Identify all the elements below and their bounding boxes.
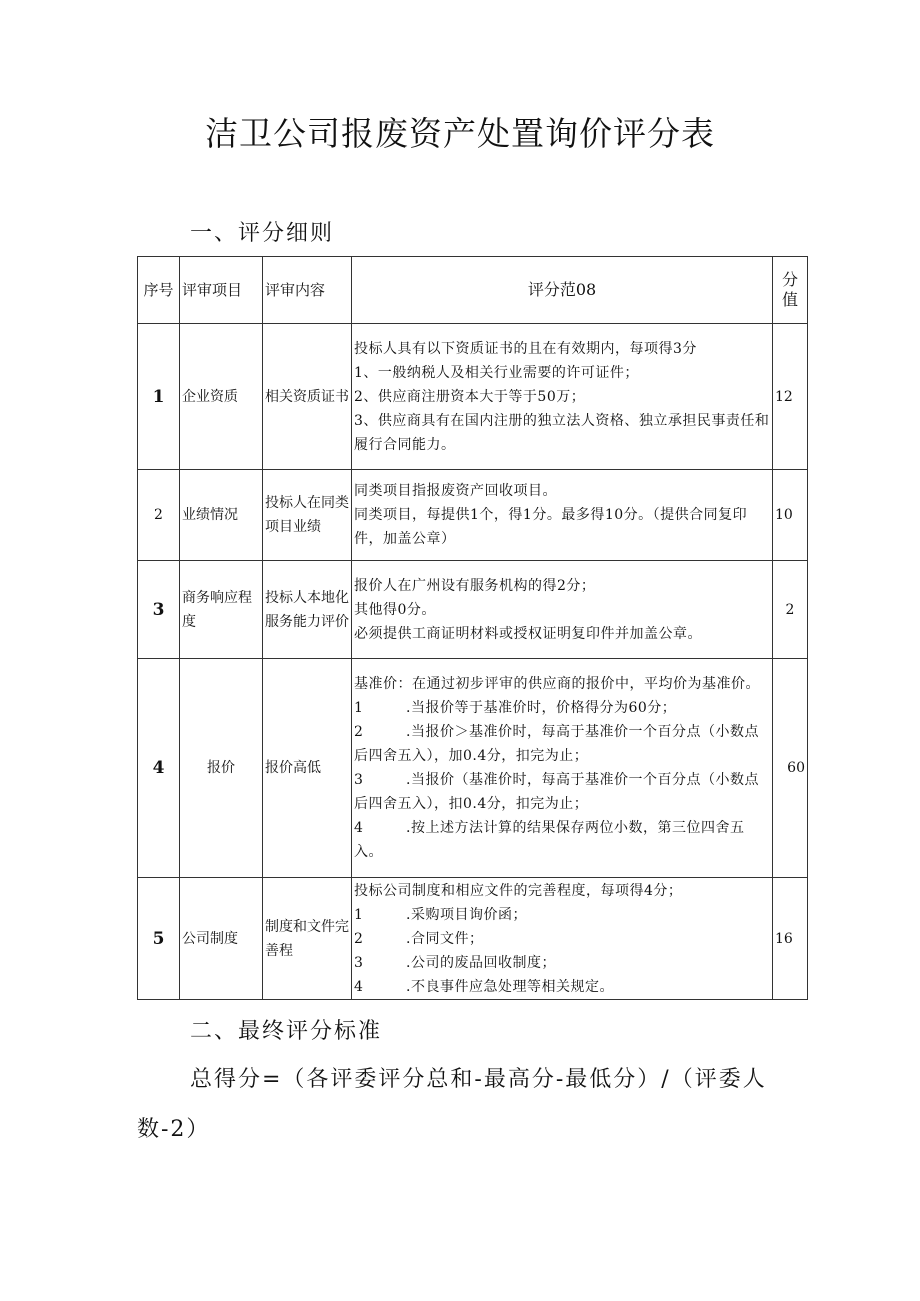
item-number: 3 — [354, 772, 364, 788]
row-number: 5 — [138, 878, 180, 1000]
item-text: .采购项目询价函； — [406, 906, 527, 923]
row-number: 3 — [138, 561, 180, 659]
item-number: 3 — [354, 954, 364, 971]
formula-line-1: 总得分=（各评委评分总和-最高分-最低分）/（评委人 — [190, 1067, 767, 1092]
item-number: 1 — [354, 700, 364, 716]
scoring-table — [137, 256, 808, 1000]
item-text: .合同文件； — [406, 930, 484, 947]
criteria-item — [354, 903, 770, 927]
criteria-item — [354, 951, 770, 975]
item-text: .当报价等于基准价时，价格得分为60分； — [406, 700, 677, 716]
criteria-item — [354, 816, 770, 864]
review-content: 报价高低 — [263, 659, 352, 878]
header-no: 序号 — [138, 257, 180, 324]
criteria-line: 必须提供工商证明材料或授权证明复印件并加盖公章。 — [354, 625, 702, 642]
criteria-item — [354, 768, 770, 816]
review-item: 商务响应程度 — [180, 561, 263, 659]
criteria-item — [354, 975, 770, 999]
scoring-criteria — [352, 561, 773, 659]
criteria-intro: 基准价：在通过初步评审的供应商的报价中，平均价为基准价。 — [354, 676, 760, 692]
criteria-line: 其他得0分。 — [354, 601, 436, 618]
criteria-line: 同类项目，每提供1个，得1分。最多得10分。（提供合同复印件，加盖公章） — [354, 507, 748, 547]
row-number: 2 — [138, 470, 180, 561]
formula-line-2: 数-2） — [137, 1117, 211, 1142]
criteria-line: 1、一般纳税人及相关行业需要的许可证件； — [354, 364, 639, 381]
review-content: 投标人在同类项目业绩 — [263, 470, 352, 561]
criteria-item — [354, 927, 770, 951]
criteria-line: 同类项目指报废资产回收项目。 — [354, 483, 557, 499]
score-value: 10 — [773, 470, 808, 561]
header-range: 评分范08 — [352, 257, 773, 324]
table-row — [138, 878, 808, 1000]
item-text: .当报价＞基准价时，每高于基准价一个百分点（小数点后四舍五入），加0.4分，扣完为止； — [354, 724, 759, 764]
scoring-criteria — [352, 878, 773, 1000]
score-value: 60 — [773, 659, 808, 878]
item-text: .不良事件应急处理等相关规定。 — [406, 978, 614, 995]
score-value: 12 — [773, 324, 808, 470]
score-value: 16 — [773, 878, 808, 1000]
review-item: 业绩情况 — [180, 470, 263, 561]
review-content: 投标人本地化服务能力评价 — [263, 561, 352, 659]
review-item: 报价 — [180, 659, 263, 878]
review-item: 企业资质 — [180, 324, 263, 470]
scoring-criteria — [352, 659, 773, 878]
item-number: 4 — [354, 978, 364, 995]
table-row — [138, 659, 808, 878]
review-content: 制度和文件完善程 — [263, 878, 352, 1000]
scoring-criteria — [352, 324, 773, 470]
header-content: 评审内容 — [263, 257, 352, 324]
criteria-line: 投标人具有以下资质证书的且在有效期内，每项得3分 — [354, 340, 697, 357]
table-row — [138, 470, 808, 561]
table-row — [138, 324, 808, 470]
criteria-item — [354, 696, 770, 720]
item-text: .按上述方法计算的结果保存两位小数，第三位四舍五入。 — [354, 820, 745, 860]
item-text: .当报价（基准价时，每高于基准价一个百分点（小数点后四舍五入），扣0.4分，扣完为止； — [354, 772, 759, 812]
header-score: 分值 — [773, 257, 808, 324]
table-header-row — [138, 257, 808, 324]
item-number: 4 — [354, 820, 364, 836]
score-value: 2 — [773, 561, 808, 659]
header-item: 评审项目 — [180, 257, 263, 324]
criteria-item — [354, 720, 770, 768]
item-number: 2 — [354, 724, 364, 740]
scoring-criteria — [352, 470, 773, 561]
criteria-line: 报价人在广州设有服务机构的得2分； — [354, 577, 596, 594]
review-content: 相关资质证书 — [263, 324, 352, 470]
criteria-intro: 投标公司制度和相应文件的完善程度，每项得4分； — [354, 882, 683, 899]
item-number: 2 — [354, 930, 364, 947]
criteria-line: 2、供应商注册资本大于等于50万； — [354, 388, 586, 405]
item-text: .公司的废品回收制度； — [406, 954, 556, 971]
document-title: 洁卫公司报废资产处置询价评分表 — [205, 114, 715, 153]
criteria-line: 3、供应商具有在国内注册的独立法人资格、独立承担民事责任和履行合同能力。 — [354, 412, 770, 453]
row-number: 1 — [138, 324, 180, 470]
section-heading-scoring-details: 一、评分细则 — [190, 221, 335, 246]
review-item: 公司制度 — [180, 878, 263, 1000]
item-number: 1 — [354, 906, 364, 923]
table-row — [138, 561, 808, 659]
section-heading-final-scoring: 二、最终评分标准 — [190, 1019, 383, 1044]
row-number: 4 — [138, 659, 180, 878]
